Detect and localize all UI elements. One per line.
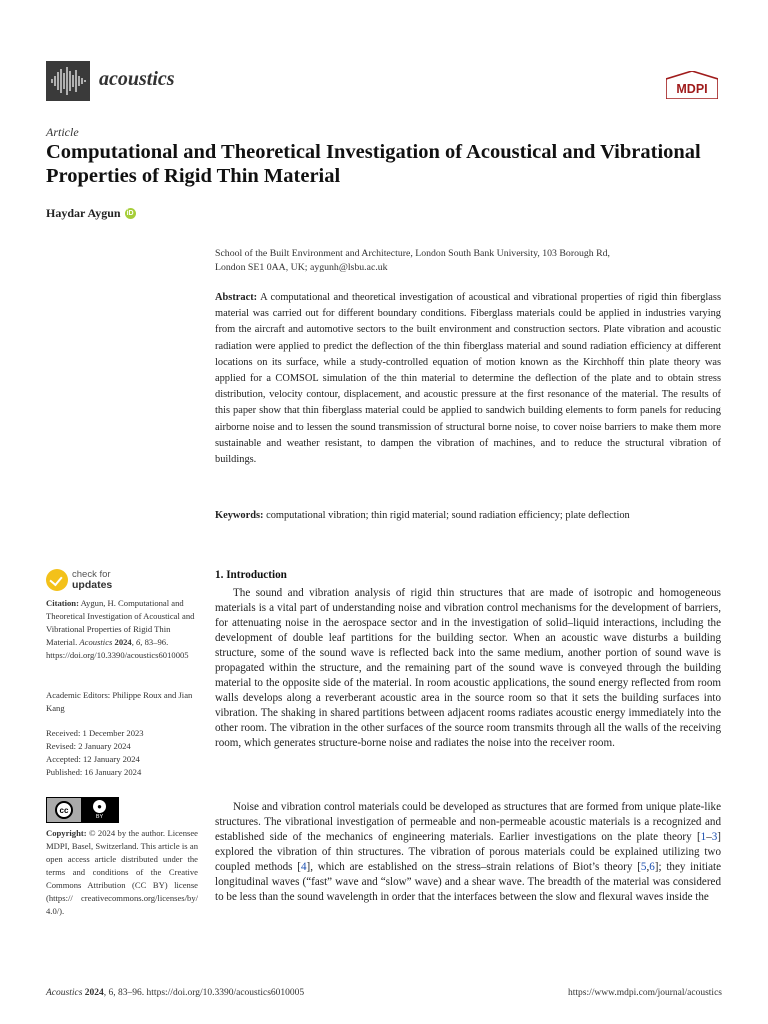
- journal-name: acoustics: [99, 68, 175, 90]
- author-name[interactable]: Haydar Aygun: [46, 206, 121, 220]
- paragraph-text: ], which are established on the stress–strain relations of Biot’s theory [: [306, 861, 641, 874]
- abstract-text: A computational and theoretical investigation of acoustical and vibrational properties of rigid thin fiberglass material was carried out for different boundary conditions. Fiberglass materials could be applied in industries varying from the aircraft and automotive sectors to the built environment and construction sectors. Plate vibration and acoustic radiation were applied to predict the deflection of the thin fiberglass material and sound radiation efficiency at different locations on its surface, while a study-controlled equation of motion known as the Kirchhoff thin plate theory was applied for a COMSOL simulation of the thin material to determine the deflection of the plate and to obtain stress distribution, velocity contour, displacement, and acoustic pressure at the first resonance of the material. The results of this paper show that thin fiberglass material could be applied to sandwich building elements to form panels for reducing airborne noise and to lessen the sound transmission of structural borne noise, to cover noise barriers to make them more sustainable and weather resistant, to dampen the vibration of machines, and to reduce the structural vibration of buildings.: [215, 292, 721, 466]
- article-title: Computational and Theoretical Investigation of Acoustical and Vibrational Properties of Rigid Thin Material: [46, 141, 701, 187]
- paragraph-text: ] explored the vibration of thin structures. The vibration of porous materials could be explained utilizing two coupled methods [: [215, 831, 721, 874]
- body-paragraph: The sound and vibration analysis of rigid thin structures that are made of isotropic and homogeneous materials is a vital part of understanding noise and vibration control mechanisms for the development of barriers, for attenuating noise in the aerospace sector and in the investigation of solid–liquid interactions, including the development of double leaf partitions for the building sector. When an acoustic wave disturbs a building structure, some of the sound wave is reflected back into the same medium, another portion of sound wave is propagated within the structure, and the remaining part of the sound wave is conveyed through the building material to the opposite side of the material. In room acoustic applications, the sound energy reflected from room walls develops along a reverberant acoustic area in the source room so that it sets the building surfaces into vibration. The shaking in shared partitions between adjacent rooms radiates acoustic energy immediately into the other room. The vibration in the other surfaces of the source room transmits through all the walls of the receiving room, which generates structure-borne noise and radiates the noise into the receiver room.: [215, 587, 721, 750]
- body-paragraph: [215, 800, 721, 905]
- reference-link[interactable]: 6: [649, 861, 655, 874]
- cc-by-license-badge[interactable]: [46, 797, 119, 823]
- citation-year: 2024: [114, 637, 132, 647]
- copyright: [46, 827, 198, 918]
- check-updates-line: check for: [72, 569, 111, 580]
- date-accepted: Accepted: 12 January 2024: [46, 754, 140, 764]
- reference-comma: ,: [646, 861, 650, 874]
- attribution-person-icon: ●: [93, 800, 106, 813]
- affiliation: [215, 247, 725, 275]
- article-type: Article: [46, 125, 79, 139]
- paragraph-text: Noise and vibration control materials could be developed as structures that are formed from unique plate-like structures. The vibrational investigation of permeable and non-permeable acoustic materials is a recognized and established side of the mechanics of engineering materials. Earlier investigations on the plate theory [: [215, 801, 721, 844]
- journal-logo-icon: [46, 61, 90, 101]
- date-received: Received: 1 December 2023: [46, 728, 144, 738]
- orcid-icon[interactable]: iD: [126, 210, 134, 217]
- citation: Citation: Aygun, H. Computational and Theoretical Investigation of Acoustical and Vibrational Properties of Rigid Thin Material. Acoustics 2024, 6, 83–96. https://doi.org/10.3390/acoustics6010005: [46, 598, 195, 660]
- section-heading: 1. Introduction: [215, 569, 287, 581]
- citation-volume: 6: [136, 637, 141, 647]
- citation-journal: Acoustics: [79, 637, 113, 647]
- keywords: [215, 509, 725, 523]
- reference-link[interactable]: 1: [700, 831, 707, 844]
- academic-editors: Academic Editors: Philippe Roux and Jian Kang: [46, 690, 193, 713]
- mdpi-logo-text: MDPI: [676, 82, 708, 96]
- date-revised: Revised: 2 January 2024: [46, 741, 131, 751]
- affiliation-line: School of the Built Environment and Architecture, London South Bank University, 103 Borough Rd,: [215, 248, 611, 259]
- affiliation-line: London SE1 0AA, UK; aygunh@lsbu.ac.uk: [215, 262, 388, 273]
- author-line: [46, 206, 136, 221]
- by-section: [81, 798, 118, 822]
- citation-label: Citation:: [46, 598, 79, 608]
- reference-dash: –: [706, 831, 712, 844]
- checkmark-icon: [46, 569, 68, 591]
- reference-link[interactable]: 3: [711, 831, 718, 844]
- keywords-text: computational vibration; thin rigid material; sound radiation efficiency; plate deflection: [266, 510, 630, 521]
- mdpi-logo[interactable]: [666, 71, 718, 99]
- paragraph-text: ]; they initiate longitudinal waves (“fast” wave and “slow” wave) and a shear wave. The breadth of the material was considered to be less than the sound wavelength in order that the interfaces between the slow and flexural waves inside the: [215, 861, 721, 904]
- footer-citation: [46, 988, 304, 998]
- footer-journal: Acoustics: [46, 988, 83, 998]
- footer-year: 2024: [84, 988, 104, 998]
- copyright-text: © 2024 by the author. Licensee MDPI, Basel, Switzerland. This article is an open access article distributed under the terms and conditions of the Creative Commons Attribution (CC BY) license (https:// creativecommons.org/licenses/by/ 4.0/).: [46, 828, 198, 916]
- by-label: BY: [95, 814, 104, 820]
- date-published: Published: 16 January 2024: [46, 767, 142, 777]
- keywords-label: Keywords:: [215, 510, 264, 521]
- abstract: [215, 290, 721, 468]
- citation-text: Aygun, H. Computational and Theoretical Investigation of Acoustical and Vibrational Properties of Rigid Thin Material.: [46, 598, 195, 647]
- footer-doi[interactable]: , 6, 83–96. https://doi.org/10.3390/acoustics6010005: [103, 988, 305, 998]
- reference-link[interactable]: 5: [640, 861, 647, 874]
- abstract-label: Abstract:: [215, 292, 258, 303]
- check-for-updates-button[interactable]: [46, 569, 112, 591]
- check-updates-line: updates: [72, 579, 113, 591]
- publication-dates: [46, 727, 198, 779]
- copyright-label: Copyright:: [46, 828, 87, 838]
- creative-commons-icon: cc: [55, 801, 73, 819]
- citation-doi[interactable]: , 83–96. https://doi.org/10.3390/acoustics6010005: [46, 637, 189, 660]
- footer-journal-url[interactable]: https://www.mdpi.com/journal/acoustics: [567, 988, 722, 998]
- check-updates-text: [72, 570, 112, 590]
- reference-link[interactable]: 4: [300, 861, 307, 874]
- cc-section: [47, 798, 81, 822]
